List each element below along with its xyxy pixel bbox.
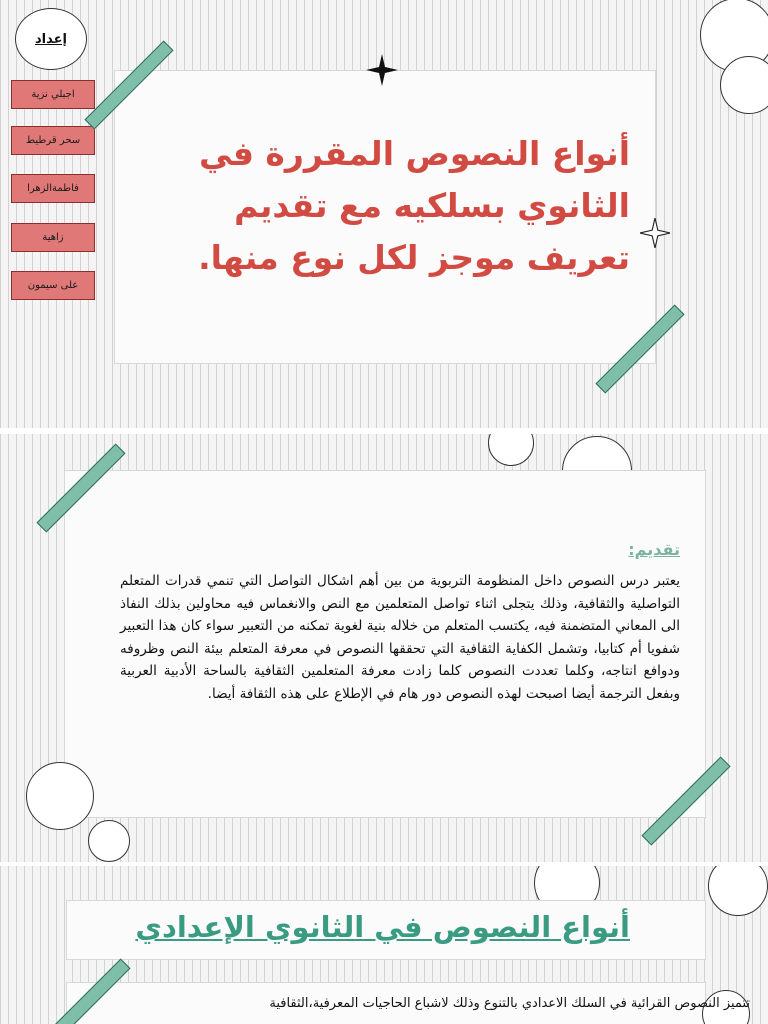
decor-circle — [720, 56, 768, 114]
author-name: زاهية — [11, 223, 95, 252]
section-paragraph: تتميز النصوص القرائية في السلك الاعدادي بالتنوع وذلك لاشباع الحاجيات المعرفية،الثقافية — [269, 996, 750, 1011]
four-point-star-icon — [366, 54, 398, 86]
four-point-star-outline-icon — [640, 218, 670, 248]
author-name: فاطمةالزهرا — [11, 174, 95, 203]
intro-slide — [0, 434, 768, 862]
middle-school-slide — [0, 866, 768, 1024]
author-name: على سيمون — [11, 271, 95, 300]
decor-circle — [88, 820, 130, 862]
section-title: أنواع النصوص في الثانوي الإعدادي — [135, 910, 630, 944]
author-name: سحر قرطيط — [11, 126, 95, 155]
author-name: اجبلي نزية — [11, 80, 95, 109]
author-label-circle: إعداد — [15, 8, 87, 70]
decor-circle — [708, 866, 768, 916]
slide-title: أنواع النصوص المقررة في الثانوي بسلكيه مع تقديم تعريف موجز لكل نوع منها. — [198, 134, 630, 277]
section-heading: تقديم: — [628, 540, 680, 559]
title-slide — [0, 0, 768, 428]
intro-paragraph: يعتبر درس النصوص داخل المنظومة التربوية من بين أهم اشكال التواصل التي تنمي قدرات المتعلم التواصلية والثقافية، وذلك يتجلى اثناء تواصل المتعلمين مع النص والانغماس فيه محاولين بذلك النفاذ الى المعاني المتضمنة فيه، يكتسب المتعلم من خلاله بنية لغوية تمكنه من التعبير سواء كان هذا التعبير شفويا أم كتابيا، وتشمل الكفاية الثقافية التي تحققها النصوص في معرفة المتعلم بيئة النص وظروفه ودوافع انتاجه، وكلما تعددت النصوص كلما زادت معرفة المتعلمين الثقافية بالساحة الأدبية العربية وبفعل الترجمة أيضا اصبحت لهذه النصوص دور هام في الإطلاع على هذه الثقافة أيضا. — [120, 573, 680, 702]
decor-circle — [488, 434, 534, 466]
decor-circle — [26, 762, 94, 830]
